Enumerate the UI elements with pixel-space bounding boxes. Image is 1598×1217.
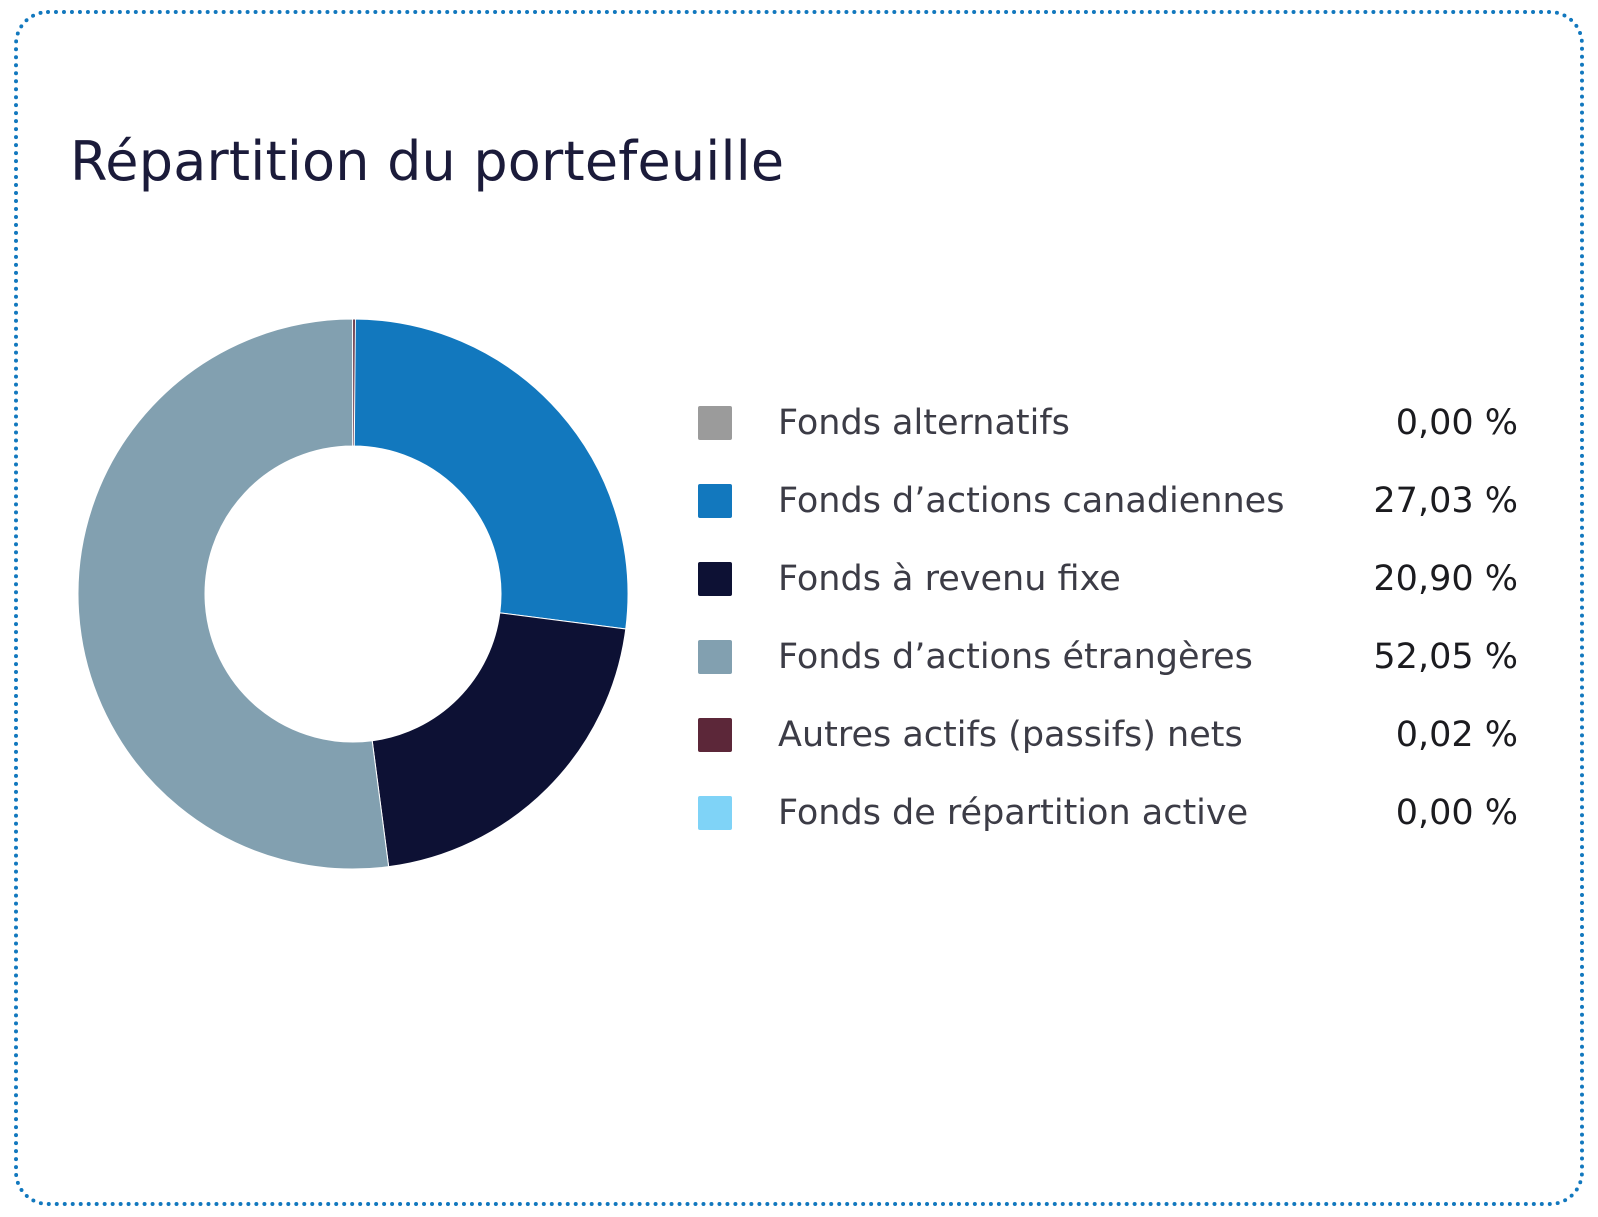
donut-slice: [372, 613, 626, 867]
legend-value: 52,05 %: [1373, 637, 1518, 677]
donut-chart-svg: [58, 299, 668, 889]
legend-swatch-icon: [698, 796, 732, 830]
legend-label: Fonds à revenu fixe: [778, 559, 1121, 599]
legend-label: Autres actifs (passifs) nets: [778, 715, 1243, 755]
legend-swatch-icon: [698, 484, 732, 518]
page-title: Répartition du portefeuille: [70, 130, 785, 193]
legend-value: 20,90 %: [1373, 559, 1518, 599]
legend-item-fonds-actions-canadiennes: [698, 462, 1518, 540]
legend-label: Fonds d’actions canadiennes: [778, 481, 1285, 521]
legend-item-autres-actifs-nets: [698, 696, 1518, 774]
legend-swatch-icon: [698, 562, 732, 596]
legend-swatch-icon: [698, 406, 732, 440]
legend-value: 0,00 %: [1395, 403, 1518, 443]
donut-chart: [58, 299, 668, 889]
legend-value: 0,00 %: [1395, 793, 1518, 833]
legend-label: Fonds d’actions étrangères: [778, 637, 1253, 677]
chart-legend: [698, 384, 1518, 852]
legend-swatch-icon: [698, 718, 732, 752]
legend-item-fonds-repartition-active: [698, 774, 1518, 852]
legend-value: 27,03 %: [1373, 481, 1518, 521]
donut-slice: [353, 319, 628, 629]
legend-swatch-icon: [698, 640, 732, 674]
legend-label: Fonds alternatifs: [778, 403, 1070, 443]
donut-slice-group: [78, 319, 628, 869]
legend-value: 0,02 %: [1395, 715, 1518, 755]
legend-item-fonds-alternatifs: [698, 384, 1518, 462]
donut-slice: [78, 319, 389, 869]
legend-label: Fonds de répartition active: [778, 793, 1249, 833]
legend-item-fonds-revenu-fixe: [698, 540, 1518, 618]
portfolio-allocation-card: [14, 10, 1584, 1206]
legend-item-fonds-actions-etrangeres: [698, 618, 1518, 696]
